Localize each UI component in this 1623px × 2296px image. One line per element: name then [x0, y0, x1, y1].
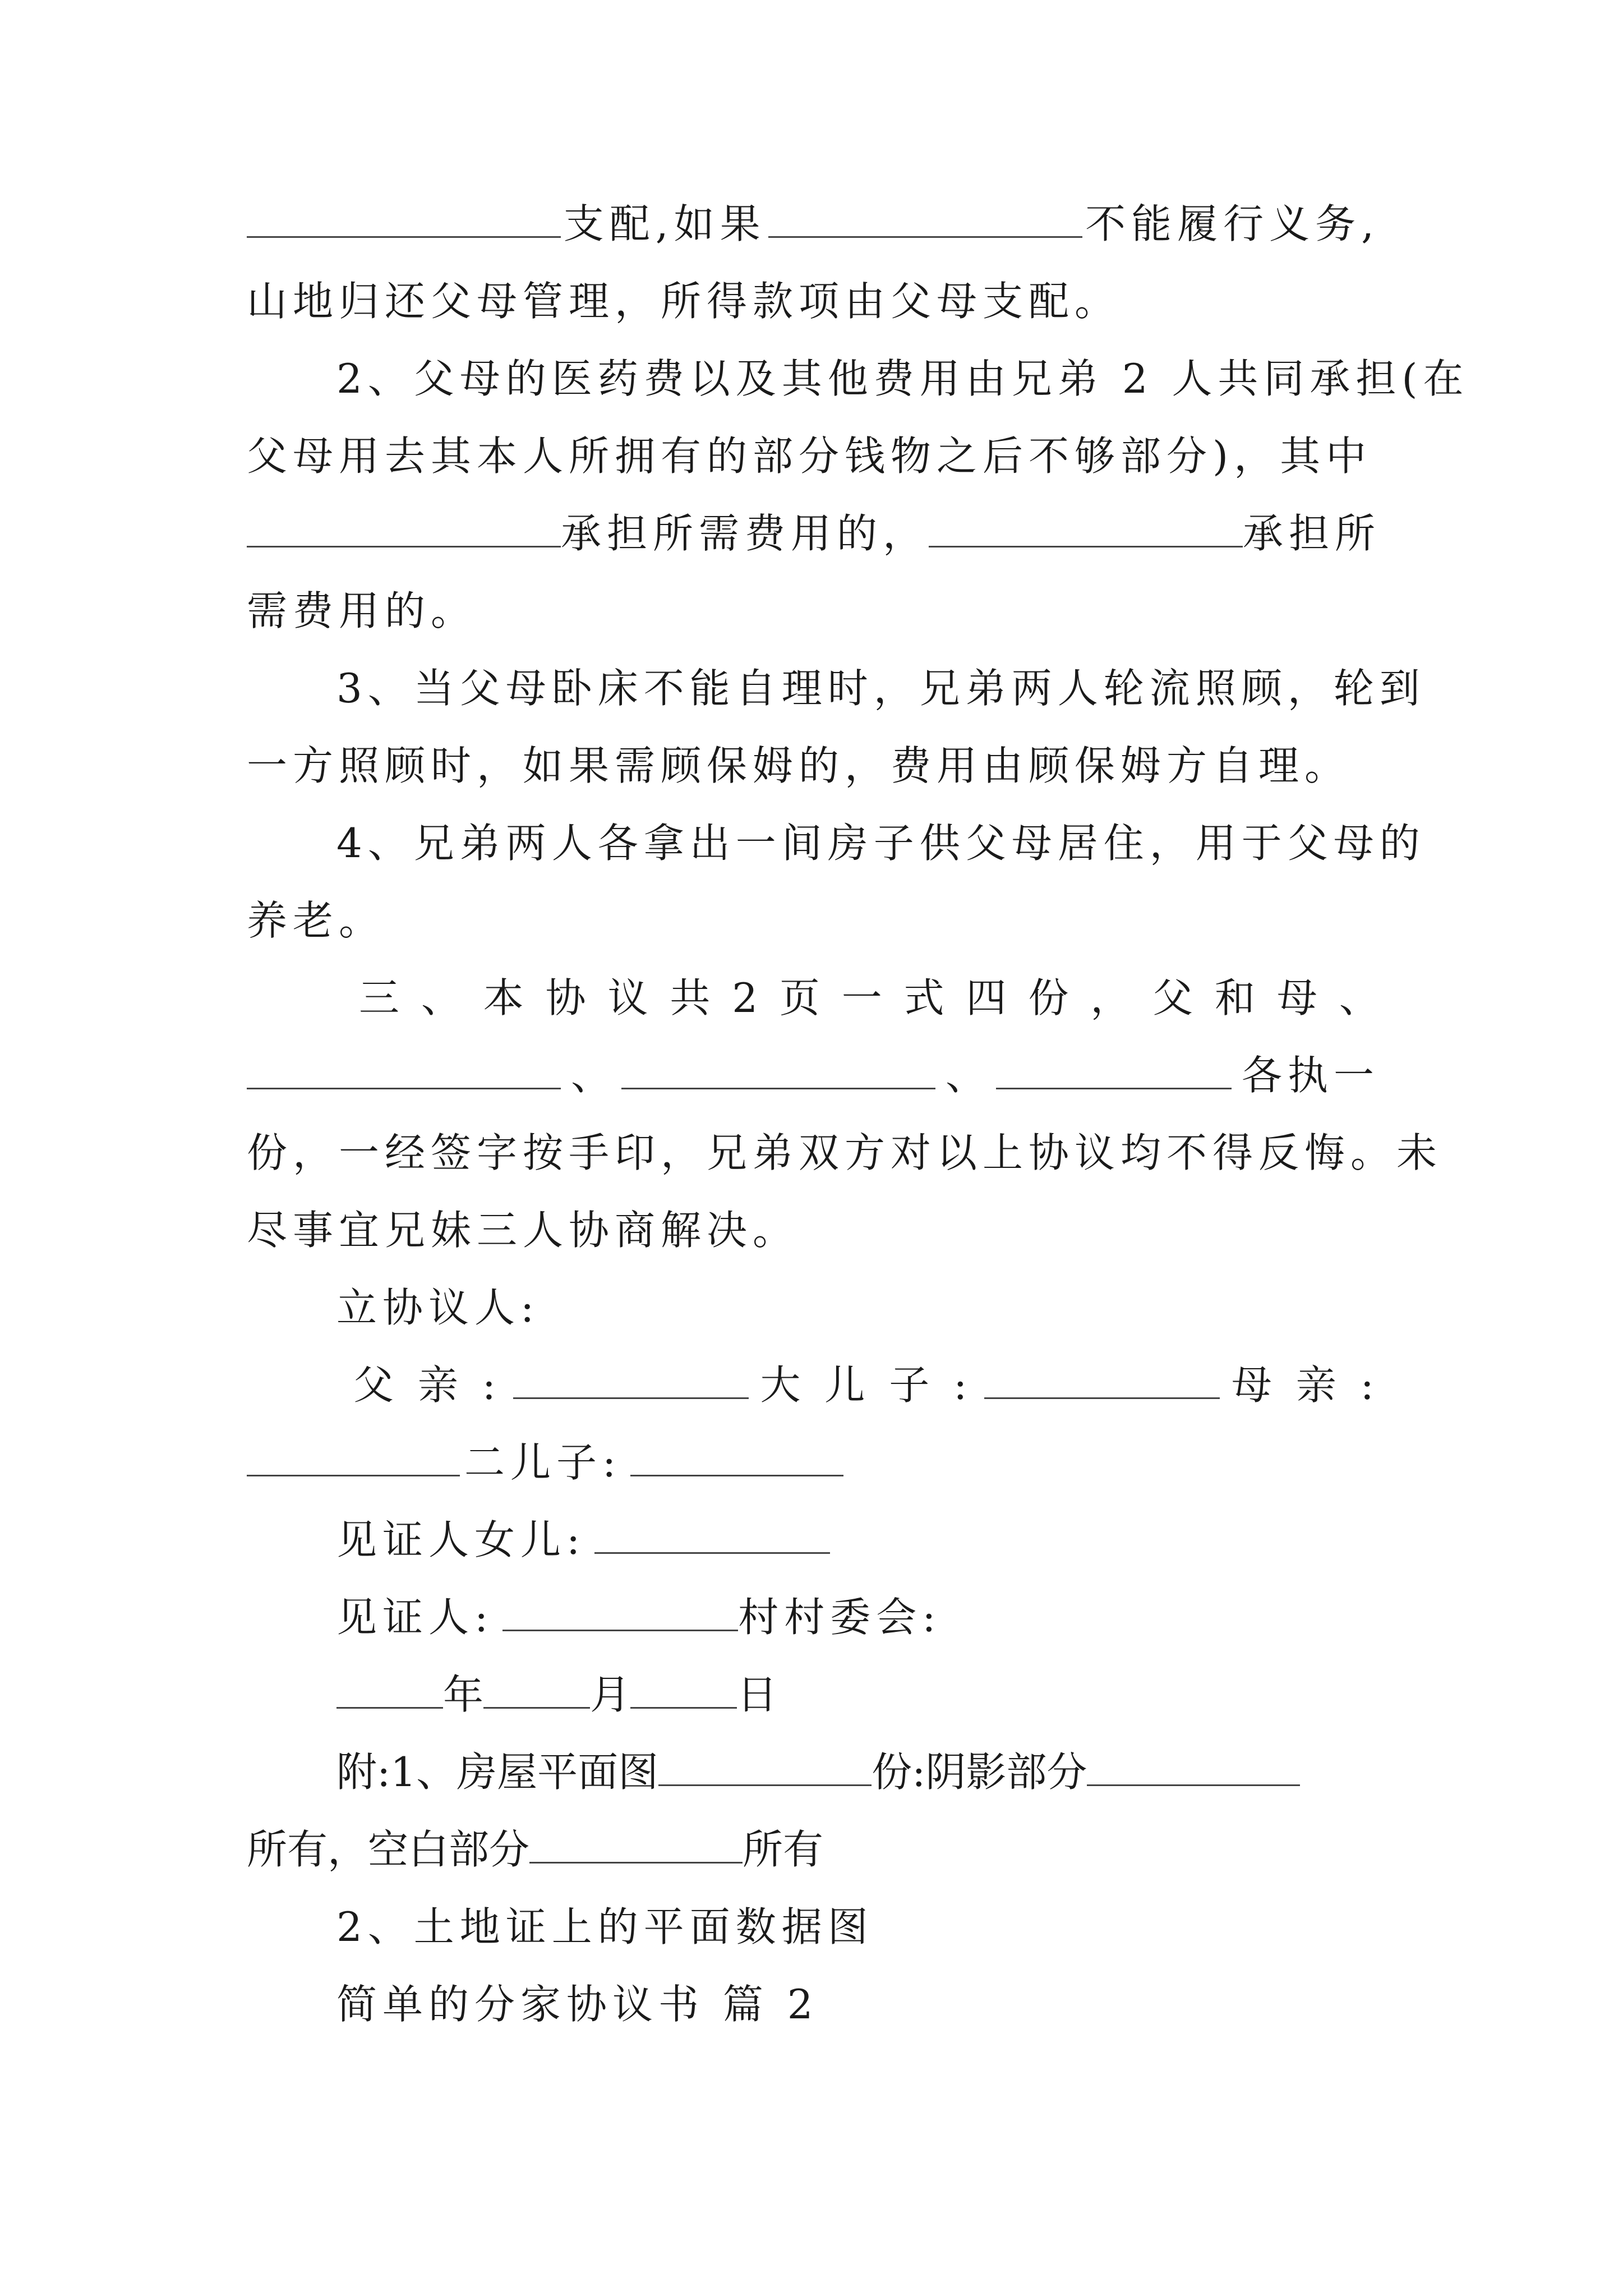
section3-line4	[247, 1191, 1380, 1269]
section3-char: 和	[1215, 974, 1256, 1022]
section3-char: 父	[1152, 974, 1193, 1022]
witness-daughter-field[interactable]	[594, 1519, 830, 1554]
eldest-son-signature-field[interactable]	[984, 1364, 1220, 1399]
para2-line3	[247, 495, 1380, 572]
text: 承担所	[1243, 510, 1381, 557]
para3-line2	[247, 727, 1380, 804]
day-field[interactable]	[630, 1673, 737, 1709]
witness-line	[247, 1579, 1380, 1656]
para2-line1	[247, 340, 1469, 417]
text: 附:1、房屋平面图	[336, 1749, 659, 1796]
text: 、	[945, 1052, 986, 1099]
section3-char: 式	[903, 974, 944, 1022]
text: 山地归还父母管理，所得款项由父母支配。	[247, 278, 1121, 325]
signature-line-1	[247, 1346, 1380, 1424]
text: 份，一经签字按手印，兄弟双方对以上协议均不得反悔。未	[247, 1129, 1443, 1176]
blank-field[interactable]	[247, 203, 561, 238]
section3-char: 母	[1276, 974, 1317, 1022]
para1-line2	[247, 263, 1380, 340]
text: 各执一	[1241, 1052, 1380, 1099]
blank-field[interactable]	[996, 1054, 1232, 1089]
attachment-line1	[247, 1733, 1380, 1811]
text: 份:阴影部分	[872, 1749, 1087, 1796]
section3-char: 、	[1339, 974, 1380, 1022]
month-field[interactable]	[483, 1673, 590, 1709]
text: 需费用的。	[247, 587, 477, 634]
signatories-title	[247, 1269, 1380, 1346]
text: 承担所需费用的，	[561, 510, 929, 557]
date-line	[247, 1656, 1380, 1733]
text: 2、父母的医药费以及其他费用由兄弟 2 人共同承担(在	[336, 355, 1469, 402]
witness-label: 见证人:	[336, 1594, 494, 1641]
text: 养老。	[247, 897, 385, 944]
blank-field[interactable]	[529, 1828, 743, 1864]
para2-line4	[247, 572, 1380, 650]
section3-char: 协	[545, 974, 586, 1022]
blank-field[interactable]	[658, 1751, 872, 1786]
section3-char: 页	[779, 974, 820, 1022]
section3-char: 2	[732, 974, 758, 1022]
text: 支配,如果	[563, 200, 766, 247]
text: 所有	[743, 1826, 824, 1873]
witness-daughter-line	[247, 1501, 1380, 1579]
day-label: 日	[737, 1671, 778, 1718]
text: 一方照顾时，如果需顾保姆的，费用由顾保姆方自理。	[247, 742, 1351, 789]
text: 父母用去其本人所拥有的部分钱物之后不够部分)，其中	[247, 432, 1372, 480]
year-label: 年	[443, 1671, 484, 1718]
blank-field[interactable]	[768, 203, 1082, 238]
blank-field[interactable]	[1087, 1751, 1300, 1786]
blank-field[interactable]	[621, 1054, 935, 1089]
witness-field[interactable]	[502, 1596, 738, 1631]
para4-line2	[247, 882, 1380, 959]
father-label: 父 亲 :	[353, 1361, 502, 1409]
section3-char: 四	[966, 974, 1007, 1022]
attachment-line2	[247, 1811, 1380, 1888]
para2-line2	[247, 417, 1380, 495]
text: 2、土地证上的平面数据图	[336, 1903, 874, 1950]
text: 尽事宜兄妹三人协商解决。	[247, 1207, 799, 1254]
section3-char: 议	[607, 974, 648, 1022]
para4-line1	[247, 804, 1426, 882]
witness-daughter-label: 见证人女儿:	[336, 1516, 586, 1563]
attachment-item2	[247, 1888, 1380, 1966]
section3-line3	[247, 1114, 1443, 1191]
text: 简单的分家协议书 篇 2	[336, 1981, 819, 2028]
second-son-label: 二儿子:	[464, 1439, 622, 1486]
section3-char: 三	[359, 974, 400, 1022]
section3-char: 本	[483, 974, 524, 1022]
father-signature-field[interactable]	[513, 1364, 749, 1399]
blank-field[interactable]	[929, 512, 1243, 547]
text: 不能履行义务,	[1085, 200, 1380, 247]
second-son-signature-field[interactable]	[630, 1441, 843, 1476]
para3-line1	[247, 650, 1426, 727]
section3-char: 份	[1028, 974, 1069, 1022]
eldest-son-label: 大 儿 子 :	[760, 1361, 973, 1409]
signature-line-2	[247, 1424, 1380, 1501]
mother-label: 母 亲 :	[1231, 1361, 1380, 1409]
text: 4、兄弟两人各拿出一间房子供父母居住，用于父母的	[336, 820, 1426, 867]
section3-char: 共	[670, 974, 711, 1022]
mother-signature-field[interactable]	[247, 1441, 460, 1476]
text: 立协议人:	[336, 1284, 540, 1331]
text: 所有，空白部分	[247, 1826, 530, 1873]
document-page	[247, 185, 1469, 2043]
village-committee-label: 村村委会:	[738, 1594, 942, 1641]
section3-line1	[247, 959, 1380, 1037]
section3-char: 一	[841, 974, 882, 1022]
section3-char: 、	[421, 974, 462, 1022]
month-label: 月	[590, 1671, 631, 1718]
next-section-title	[247, 1966, 1380, 2043]
blank-field[interactable]	[247, 512, 561, 547]
year-field[interactable]	[336, 1673, 443, 1709]
text: 、	[570, 1052, 611, 1099]
text: 3、当父母卧床不能自理时，兄弟两人轮流照顾，轮到	[336, 665, 1426, 712]
blank-field[interactable]	[247, 1054, 561, 1089]
para1-line1	[247, 185, 1380, 263]
section3-line2	[247, 1037, 1380, 1114]
section3-char: ，	[1090, 974, 1131, 1022]
